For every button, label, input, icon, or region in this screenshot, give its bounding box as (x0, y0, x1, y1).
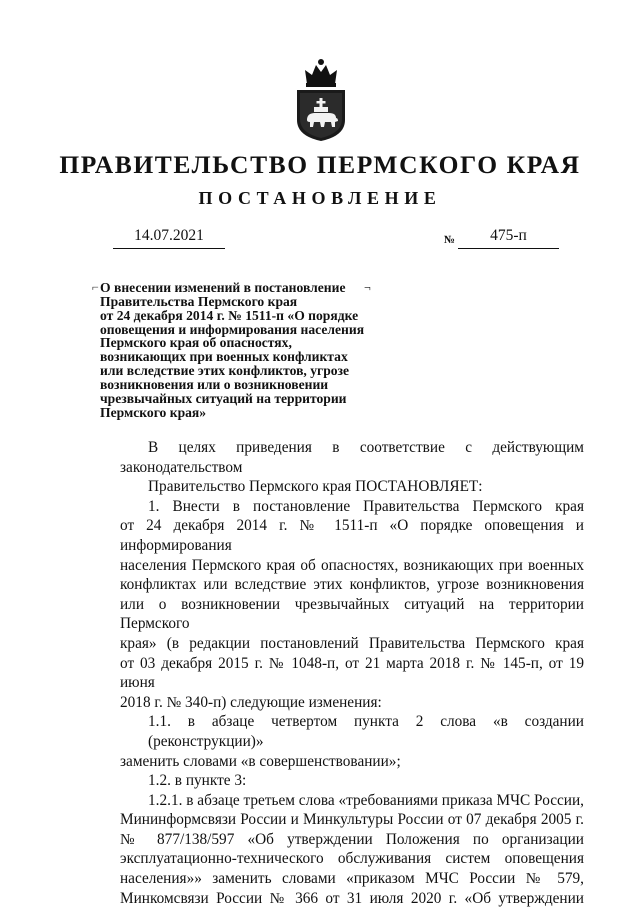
paragraph-line: 1.1. в абзаце четвертом пункта 2 слова «в создании (реконструкции)» (148, 713, 584, 750)
subject-line: оповещения и информирования населения (100, 321, 365, 337)
paragraph-line: Мининформсвязи России и Минкультуры России от 07 декабря 2005 г. (120, 811, 584, 829)
paragraph-line: 1. Внести в постановление Правительства Пермского края (148, 497, 584, 515)
paragraph-line: населения»» заменить словами «приказом МЧС России № 579, (120, 870, 584, 888)
paragraph-line: или о возникновении чрезвычайных ситуаций на территории Пермского (120, 595, 584, 633)
paragraph-line: конфликтах или вследствие этих конфликтов, угрозе возникновения (120, 576, 584, 594)
document-body (120, 438, 584, 908)
subject-line: от 24 декабря 2014 г. № 1511-п «О порядке (100, 307, 359, 323)
subject-line: чрезвычайных ситуаций на территории (100, 390, 347, 406)
subject-line: или вследствие этих конфликтов, угрозе (100, 363, 350, 379)
paragraph: 1.2. в пункте 3: (148, 772, 247, 790)
number-sign: № (444, 234, 456, 246)
paragraph-line: от 03 декабря 2015 г. № 1048-п, от 21 марта 2018 г. № 145-п, от 19 июня (120, 654, 584, 692)
document-type: ПОСТАНОВЛЕНИЕ (198, 188, 442, 208)
subject-line: Пермского края об опасностях, (100, 335, 292, 351)
subject-line: возникновения или о возникновении (100, 376, 329, 392)
paragraph: Правительство Пермского края ПОСТАНОВЛЯЕТ: (148, 478, 483, 496)
paragraph-line: населения Пермского края об опасностях, возникающих при военных (120, 556, 584, 574)
paragraph-line: от 24 декабря 2014 г. № 1511-п «О порядке оповещения и информирования (120, 517, 584, 554)
paragraph-line: В целях приведения в соответствие с действующим (148, 439, 584, 456)
coat-of-arms-icon (293, 58, 349, 142)
paragraph-line: заменить словами «в совершенствовании»; (120, 752, 401, 770)
subject-line: возникающих при военных конфликтах (100, 349, 348, 365)
paragraph-line: края» (в редакции постановлений Правительства Пермского края (120, 634, 584, 652)
subject-block (100, 281, 390, 419)
subject-line: Пермского края» (100, 404, 207, 420)
document-number: 475-п (490, 227, 527, 244)
number-field (458, 227, 559, 249)
paragraph-line: 2018 г. № 340-п) следующие изменения: (120, 693, 382, 711)
government-title: ПРАВИТЕЛЬСТВО ПЕРМСКОГО КРАЯ (59, 150, 581, 179)
corner-mark-right: ¬ (364, 280, 371, 294)
paragraph-line: № 877/138/597 «Об утверждении Положения по организации (120, 830, 584, 848)
document-date: 14.07.2021 (134, 227, 204, 244)
paragraph-line: эксплуатационно-технического обслуживания систем оповещения (120, 850, 584, 868)
subject-line: О внесении изменений в постановление (100, 280, 346, 295)
paragraph-line: Минкомсвязи России № 366 от 31 июля 2020 г. «Об утверждении (120, 889, 584, 907)
paragraph-line: законодательством (120, 458, 243, 476)
subject-line: Правительства Пермского края (100, 293, 298, 309)
corner-mark-left: ⌐ (92, 280, 99, 294)
paragraph-line: 1.2.1. в абзаце третьем слова «требованиями приказа МЧС России, (148, 791, 584, 809)
date-field (113, 227, 225, 249)
